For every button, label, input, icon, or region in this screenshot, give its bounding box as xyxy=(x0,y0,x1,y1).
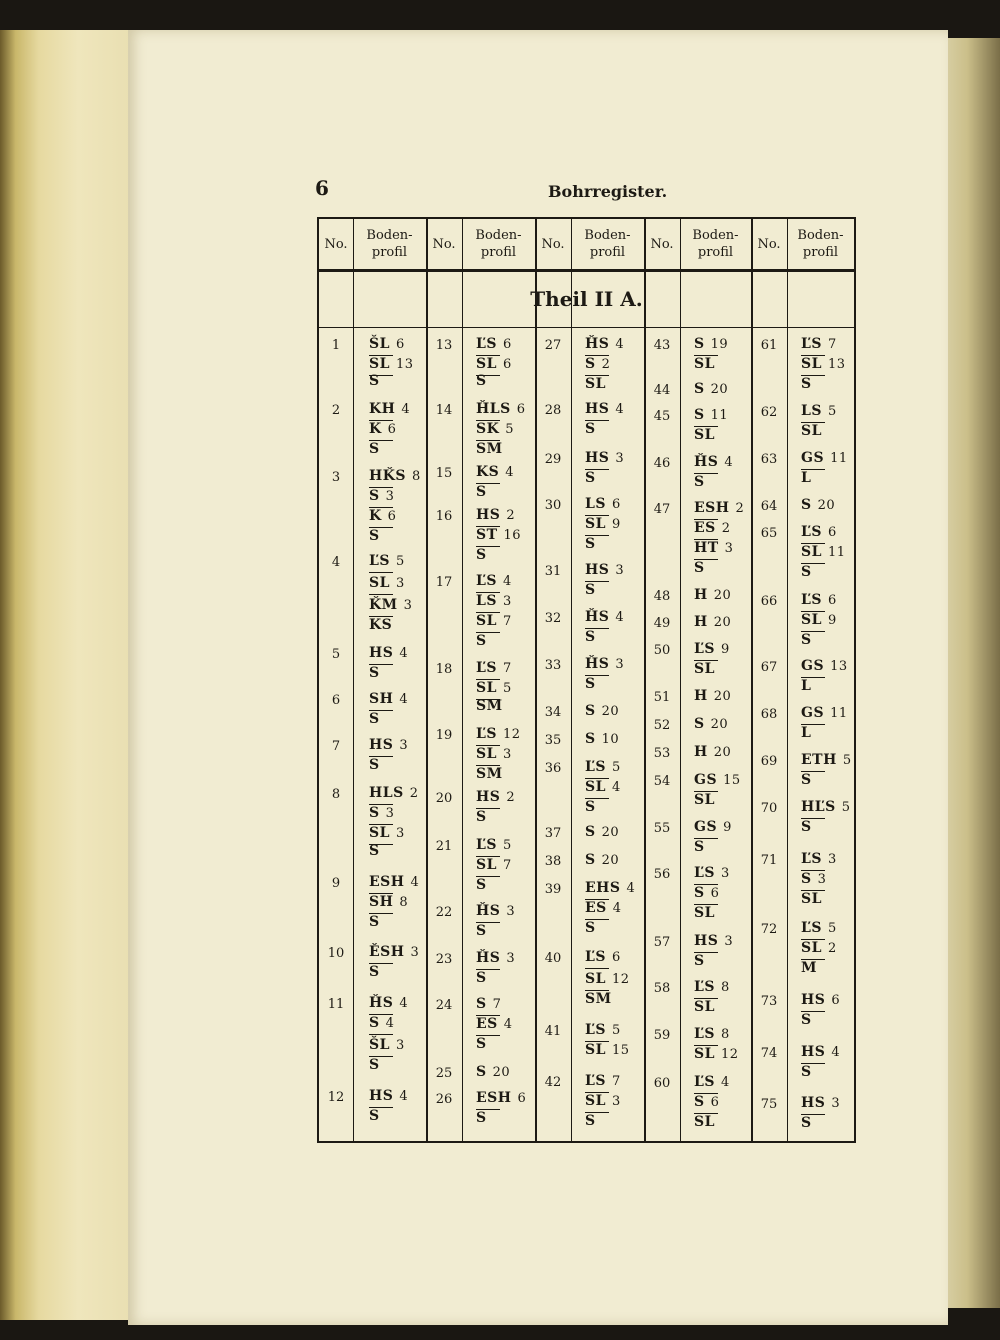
header-no-4: No. xyxy=(650,236,674,252)
header-profil-5: Boden- profil xyxy=(797,228,844,260)
row-number: 73 xyxy=(760,994,778,1009)
profile-entry: SK 5 xyxy=(476,421,515,437)
profile-entry: SL 3 xyxy=(585,1093,621,1109)
row-number: 10 xyxy=(327,946,345,961)
profile-entry: S xyxy=(801,1115,812,1131)
profile-entry: HS 3 xyxy=(801,1095,841,1111)
row-number: 27 xyxy=(544,338,562,353)
profile-entry: S xyxy=(476,970,487,986)
profile-entry: LS 6 xyxy=(585,496,621,512)
profile-entry: SL 5 xyxy=(476,680,512,696)
profile-entry: ȞS 4 xyxy=(585,336,625,352)
profile-entry: S xyxy=(585,676,596,692)
row-number: 68 xyxy=(760,707,778,722)
row-number: 1 xyxy=(331,338,341,353)
profile-entry: HǨS 8 xyxy=(369,468,421,484)
row-number: 21 xyxy=(435,839,453,854)
profile-entry: ES 4 xyxy=(585,900,622,916)
profile-entry: ĽS 5 xyxy=(369,553,405,569)
profile-entry: S 11 xyxy=(694,407,729,423)
profile-entry: HĽS 5 xyxy=(801,799,851,815)
row-number: 31 xyxy=(544,564,562,579)
profile-entry: S 3 xyxy=(369,805,395,821)
profile-entry: S xyxy=(476,1036,487,1052)
profile-entry: GS 11 xyxy=(801,705,848,721)
profile-entry: S xyxy=(801,376,812,392)
profile-entry: M xyxy=(801,960,817,976)
profile-entry: ŠL 6 xyxy=(369,336,405,352)
row-number: 17 xyxy=(435,575,453,590)
profile-entry: LS 3 xyxy=(476,593,512,609)
row-number: 36 xyxy=(544,761,562,776)
profile-entry: S xyxy=(694,953,705,969)
profile-entry: ĽS 3 xyxy=(801,851,837,867)
row-number: 16 xyxy=(435,509,453,524)
row-number: 62 xyxy=(760,405,778,420)
profile-entry: ST 16 xyxy=(476,527,522,543)
row-number: 71 xyxy=(760,853,778,868)
row-number: 24 xyxy=(435,998,453,1013)
profile-entry: SL 13 xyxy=(801,356,846,372)
row-number: 53 xyxy=(653,746,671,761)
row-number: 66 xyxy=(760,594,778,609)
profile-entry: LS 5 xyxy=(801,403,837,419)
profile-entry: SL xyxy=(694,661,715,677)
header-no-2: No. xyxy=(432,236,456,252)
row-number: 48 xyxy=(653,589,671,604)
row-number: 26 xyxy=(435,1092,453,1107)
profile-entry: S xyxy=(369,1108,380,1124)
profile-entry: SH 4 xyxy=(369,691,409,707)
row-number: 12 xyxy=(327,1090,345,1105)
profile-entry: S 6 xyxy=(694,885,720,901)
profile-entry: GS 11 xyxy=(801,450,848,466)
header-no-3: No. xyxy=(541,236,565,252)
profile-entry: S xyxy=(476,547,487,563)
profile-entry: S 20 xyxy=(585,703,620,719)
row-number: 5 xyxy=(331,647,341,662)
profile-entry: HS 4 xyxy=(369,645,409,661)
profile-entry: S 20 xyxy=(694,716,729,732)
profile-entry: S xyxy=(476,877,487,893)
profile-entry: HS 3 xyxy=(585,562,625,578)
profile-entry: ĽS 5 xyxy=(585,759,621,775)
profile-entry: SM xyxy=(585,991,612,1007)
row-number: 20 xyxy=(435,791,453,806)
row-number: 61 xyxy=(760,338,778,353)
row-number: 49 xyxy=(653,616,671,631)
profile-entry: ĽS 4 xyxy=(476,573,512,589)
row-number: 75 xyxy=(760,1097,778,1112)
page-number: 6 xyxy=(315,176,329,200)
profile-entry: SL 2 xyxy=(801,940,837,956)
row-number: 32 xyxy=(544,611,562,626)
profile-entry: SL 11 xyxy=(801,544,846,560)
profile-entry: ES 4 xyxy=(476,1016,513,1032)
profile-entry: SL 7 xyxy=(476,613,512,629)
profile-entry: KH 4 xyxy=(369,401,411,417)
profile-entry: S 10 xyxy=(585,731,620,747)
profile-entry: ETH 5 xyxy=(801,752,852,768)
profile-entry: S 4 xyxy=(369,1015,395,1031)
row-number: 28 xyxy=(544,403,562,418)
profile-entry: H 20 xyxy=(694,744,732,760)
row-number: 74 xyxy=(760,1046,778,1061)
profile-entry: S xyxy=(369,964,380,980)
profile-entry: S xyxy=(585,1113,596,1129)
profile-entry: SL 12 xyxy=(585,971,630,987)
row-number: 58 xyxy=(653,981,671,996)
profile-entry: GS 9 xyxy=(694,819,732,835)
profile-entry: S 20 xyxy=(694,381,729,397)
row-number: 56 xyxy=(653,867,671,882)
profile-entry: SL 15 xyxy=(585,1042,630,1058)
book-left-edge xyxy=(0,30,130,1320)
row-number: 25 xyxy=(435,1066,453,1081)
profile-entry: ĽS 6 xyxy=(476,336,512,352)
profile-entry: L xyxy=(801,678,812,694)
row-number: 44 xyxy=(653,383,671,398)
row-number: 14 xyxy=(435,403,453,418)
row-number: 7 xyxy=(331,739,341,754)
profile-entry: HS 3 xyxy=(369,737,409,753)
header-no-1: No. xyxy=(324,236,348,252)
profile-entry: S xyxy=(369,528,380,544)
row-number: 38 xyxy=(544,854,562,869)
row-number: 15 xyxy=(435,466,453,481)
profile-entry: S 20 xyxy=(476,1064,511,1080)
profile-entry: ȞS 3 xyxy=(476,903,516,919)
profile-entry: H 20 xyxy=(694,614,732,630)
profile-entry: HS 2 xyxy=(476,789,516,805)
profile-entry: ȞS 4 xyxy=(585,609,625,625)
row-number: 63 xyxy=(760,452,778,467)
profile-entry: GS 13 xyxy=(801,658,848,674)
profile-fraction-bar xyxy=(369,1034,393,1035)
profile-entry: S xyxy=(476,1110,487,1126)
row-number: 3 xyxy=(331,470,341,485)
profile-entry: ĽS 5 xyxy=(585,1022,621,1038)
profile-entry: SM xyxy=(476,441,503,457)
profile-entry: HS 2 xyxy=(476,507,516,523)
profile-entry: S xyxy=(585,629,596,645)
profile-entry: ĽS 5 xyxy=(476,837,512,853)
profile-entry: S xyxy=(369,843,380,859)
part-title: Theil II A. xyxy=(530,287,643,311)
profile-entry: S xyxy=(369,914,380,930)
part-rule xyxy=(319,327,854,328)
row-number: 57 xyxy=(653,935,671,950)
profile-fraction-bar xyxy=(585,968,609,969)
profile-entry: H 20 xyxy=(694,587,732,603)
profile-entry: S xyxy=(801,1012,812,1028)
row-number: 67 xyxy=(760,660,778,675)
row-number: 41 xyxy=(544,1024,562,1039)
row-number: 46 xyxy=(653,456,671,471)
profile-entry: HS 3 xyxy=(585,450,625,466)
row-number: 60 xyxy=(653,1076,671,1091)
row-number: 43 xyxy=(653,338,671,353)
profile-fraction-bar xyxy=(369,594,393,595)
row-number: 55 xyxy=(653,821,671,836)
profile-entry: SL xyxy=(801,423,822,439)
profile-entry: S xyxy=(369,665,380,681)
row-number: 33 xyxy=(544,658,562,673)
profile-entry: ĽS 7 xyxy=(476,660,512,676)
profile-entry: KS xyxy=(369,617,393,633)
profile-entry: S xyxy=(801,1064,812,1080)
row-number: 65 xyxy=(760,526,778,541)
profile-entry: HS 4 xyxy=(801,1044,841,1060)
profile-entry: S xyxy=(585,536,596,552)
profile-entry: S xyxy=(369,711,380,727)
profile-entry: ESH 6 xyxy=(476,1090,527,1106)
row-number: 72 xyxy=(760,922,778,937)
row-number: 69 xyxy=(760,754,778,769)
profile-entry: SL 7 xyxy=(476,857,512,873)
profile-entry: S xyxy=(801,772,812,788)
profile-entry: EHS 4 xyxy=(585,880,636,896)
profile-entry: SL xyxy=(694,999,715,1015)
profile-entry: SL 12 xyxy=(694,1046,739,1062)
profile-entry: SM xyxy=(476,698,503,714)
profile-entry: HS 6 xyxy=(801,992,841,1008)
profile-entry: HS 3 xyxy=(694,933,734,949)
profile-entry: S xyxy=(694,560,705,576)
profile-entry: SL 13 xyxy=(369,356,414,372)
row-number: 2 xyxy=(331,403,341,418)
profile-entry: ĽS 4 xyxy=(694,1074,730,1090)
profile-entry: S 20 xyxy=(585,824,620,840)
profile-entry: ĽS 12 xyxy=(476,726,521,742)
profile-entry: S xyxy=(585,582,596,598)
profile-entry: S xyxy=(585,920,596,936)
row-number: 29 xyxy=(544,452,562,467)
row-number: 34 xyxy=(544,705,562,720)
profile-entry: SL 9 xyxy=(801,612,837,628)
profile-entry: S xyxy=(476,373,487,389)
bohrregister-table xyxy=(317,217,856,1143)
profile-fraction-bar xyxy=(369,572,393,573)
header-profil-3: Boden- profil xyxy=(584,228,631,260)
profile-entry: S xyxy=(369,373,380,389)
row-number: 59 xyxy=(653,1028,671,1043)
profile-entry: ȞLS 6 xyxy=(476,401,526,417)
row-number: 50 xyxy=(653,643,671,658)
profile-entry: ĽS 3 xyxy=(694,865,730,881)
row-number: 23 xyxy=(435,952,453,967)
profile-entry: ȞS 4 xyxy=(694,454,734,470)
profile-entry: ȞS 3 xyxy=(476,950,516,966)
row-number: 19 xyxy=(435,728,453,743)
profile-entry: SH 8 xyxy=(369,894,409,910)
profile-entry: S xyxy=(694,839,705,855)
header-profil-1: Boden- profil xyxy=(366,228,413,260)
row-number: 9 xyxy=(331,876,341,891)
profile-entry: ĽS 6 xyxy=(801,592,837,608)
profile-entry: L xyxy=(801,470,812,486)
running-head: Bohrregister. xyxy=(548,182,668,201)
profile-entry: K 6 xyxy=(369,508,397,524)
profile-entry: HS 4 xyxy=(369,1088,409,1104)
profile-entry: SL 9 xyxy=(585,516,621,532)
profile-entry: SL xyxy=(694,356,715,372)
profile-entry: SL xyxy=(585,376,606,392)
profile-entry: K 6 xyxy=(369,421,397,437)
profile-entry: S xyxy=(476,484,487,500)
profile-entry: S 3 xyxy=(369,488,395,504)
profile-entry: S 6 xyxy=(694,1094,720,1110)
profile-entry: S 20 xyxy=(801,497,836,513)
row-number: 6 xyxy=(331,693,341,708)
profile-entry: KS 4 xyxy=(476,464,515,480)
profile-entry: ŠL 3 xyxy=(369,1037,405,1053)
profile-entry: SL 3 xyxy=(476,746,512,762)
row-number: 42 xyxy=(544,1075,562,1090)
profile-entry: S xyxy=(801,819,812,835)
profile-entry: S 20 xyxy=(585,852,620,868)
profile-entry: ĽS 7 xyxy=(801,336,837,352)
profile-entry: S 19 xyxy=(694,336,729,352)
profile-entry: GS 15 xyxy=(694,772,741,788)
profile-entry: S xyxy=(801,632,812,648)
profile-entry: S xyxy=(694,474,705,490)
profile-entry: ĽS 9 xyxy=(694,641,730,657)
profile-entry: S 7 xyxy=(476,996,502,1012)
profile-entry: SL 3 xyxy=(369,825,405,841)
profile-entry: SL xyxy=(694,905,715,921)
profile-entry: ǨM 3 xyxy=(369,597,413,613)
profile-entry: S xyxy=(801,564,812,580)
profile-entry: SL xyxy=(694,792,715,808)
row-number: 51 xyxy=(653,690,671,705)
profile-entry: HLS 2 xyxy=(369,785,419,801)
row-number: 4 xyxy=(331,555,341,570)
profile-entry: SL xyxy=(801,891,822,907)
profile-entry: HS 4 xyxy=(585,401,625,417)
profile-entry: ȞS 3 xyxy=(585,656,625,672)
profile-entry: SL xyxy=(694,1114,715,1130)
profile-entry: HT 3 xyxy=(694,540,734,556)
profile-entry: S xyxy=(585,470,596,486)
profile-entry: L xyxy=(801,725,812,741)
profile-entry: H 20 xyxy=(694,688,732,704)
row-number: 47 xyxy=(653,502,671,517)
profile-entry: ES 2 xyxy=(694,520,731,536)
profile-entry: ĽS 5 xyxy=(801,920,837,936)
header-profil-2: Boden- profil xyxy=(475,228,522,260)
book-right-edge xyxy=(945,38,1000,1308)
profile-entry: S xyxy=(585,421,596,437)
profile-entry: S xyxy=(585,799,596,815)
row-number: 39 xyxy=(544,882,562,897)
profile-entry: ĽS 6 xyxy=(585,949,621,965)
profile-entry: SL 4 xyxy=(585,779,621,795)
row-number: 8 xyxy=(331,787,341,802)
row-number: 35 xyxy=(544,733,562,748)
profile-entry: S xyxy=(369,441,380,457)
profile-entry: S xyxy=(476,923,487,939)
header-rule xyxy=(319,269,854,272)
profile-entry: S xyxy=(476,809,487,825)
row-number: 52 xyxy=(653,718,671,733)
profile-entry: SL 3 xyxy=(369,575,405,591)
header-no-5: No. xyxy=(757,236,781,252)
row-number: 30 xyxy=(544,498,562,513)
profile-entry: ĽS 8 xyxy=(694,979,730,995)
profile-entry: S xyxy=(476,633,487,649)
profile-entry: ĽS 8 xyxy=(694,1026,730,1042)
row-number: 40 xyxy=(544,951,562,966)
row-number: 13 xyxy=(435,338,453,353)
profile-entry: ESH 4 xyxy=(369,874,420,890)
profile-entry: SL 6 xyxy=(476,356,512,372)
profile-entry: ĽS 6 xyxy=(801,524,837,540)
row-number: 18 xyxy=(435,662,453,677)
profile-entry: S xyxy=(369,1057,380,1073)
row-number: 45 xyxy=(653,409,671,424)
header-profil-4: Boden- profil xyxy=(692,228,739,260)
row-number: 70 xyxy=(760,801,778,816)
row-number: 37 xyxy=(544,826,562,841)
row-number: 64 xyxy=(760,499,778,514)
profile-entry: ESH 2 xyxy=(694,500,745,516)
row-number: 22 xyxy=(435,905,453,920)
row-number: 54 xyxy=(653,774,671,789)
profile-entry: ĚSH 3 xyxy=(369,944,420,960)
profile-entry: SM xyxy=(476,766,503,782)
profile-entry: ȞS 4 xyxy=(369,995,409,1011)
profile-entry: SL xyxy=(694,427,715,443)
profile-entry: ĽS 7 xyxy=(585,1073,621,1089)
profile-entry: S 2 xyxy=(585,356,611,372)
profile-entry: S xyxy=(369,757,380,773)
row-number: 11 xyxy=(327,997,345,1012)
profile-entry: S 3 xyxy=(801,871,827,887)
